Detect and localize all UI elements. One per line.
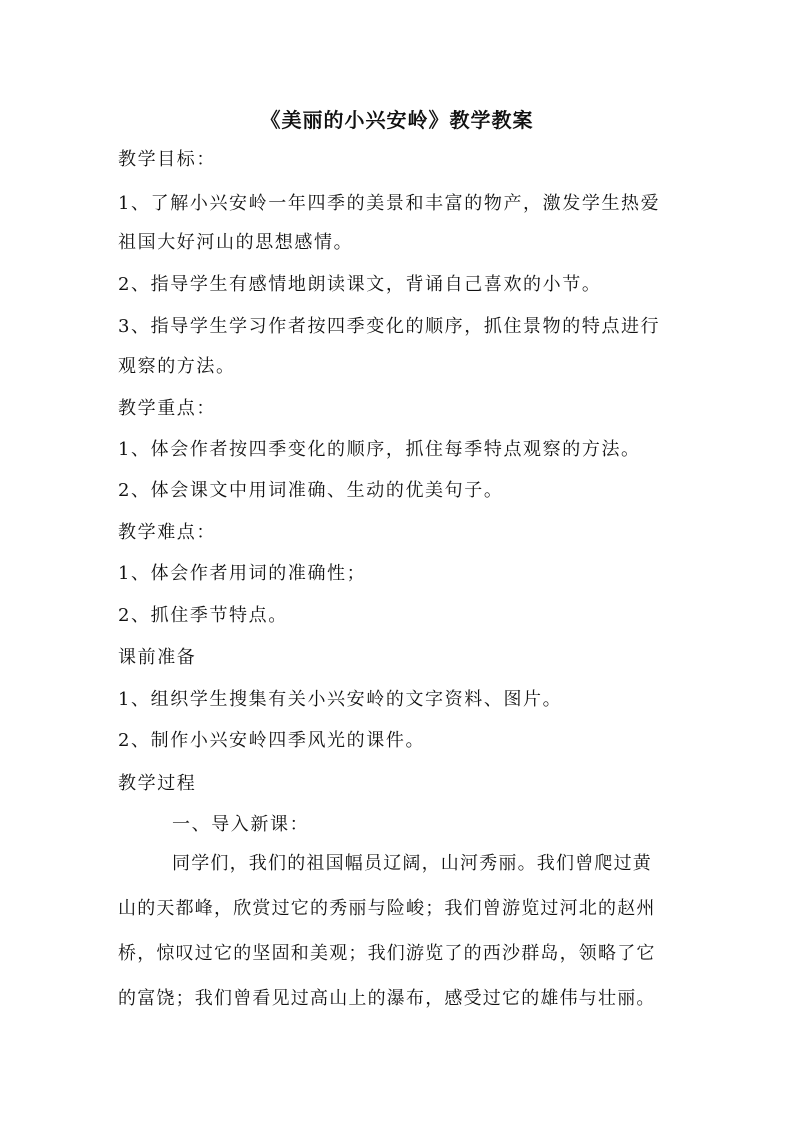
goal-line-1-continued: 祖国大好河山的思想感情。 [118,232,354,253]
intro-paragraph-line: 的富饶；我们曾看见过高山上的瀑布，感受过它的雄伟与壮丽。 [118,988,656,1009]
key-point-2: 2、体会课文中用词准确、生动的优美句子。 [118,480,504,501]
difficulty-1: 1、体会作者用词的准确性； [118,563,367,584]
difficulties-heading: 教学难点： [118,522,216,543]
process-heading: 教学过程 [118,773,197,794]
goals-heading: 教学目标： [118,149,216,170]
goal-line-3-continued: 观察的方法。 [118,356,236,377]
intro-paragraph [118,852,678,1032]
intro-paragraph-line: 同学们，我们的祖国幅员辽阔，山河秀丽。我们曾爬过黄 [172,853,652,874]
preparation-heading: 课前准备 [118,647,197,668]
preparation-item-1: 1、组织学生搜集有关小兴安岭的文字资料、图片。 [118,689,563,710]
intro-paragraph-line: 桥，惊叹过它的坚固和美观；我们游览了的西沙群岛，领略了它 [118,943,656,964]
goal-line-1: 1、了解小兴安岭一年四季的美景和丰富的物产，激发学生热爱 [118,193,661,214]
goal-line-3: 3、指导学生学习作者按四季变化的顺序，抓住景物的特点进行 [118,316,661,337]
preparation-item-2: 2、制作小兴安岭四季风光的课件。 [118,730,426,751]
goal-line-2: 2、指导学生有感情地朗读课文，背诵自己喜欢的小节。 [118,274,602,295]
intro-paragraph-line: 山的天都峰，欣赏过它的秀丽与险峻；我们曾游览过河北的赵州 [118,898,656,919]
document-title: 《美丽的小兴安岭》教学教案 [260,108,534,132]
key-point-1: 1、体会作者按四季变化的顺序，抓住每季特点观察的方法。 [118,439,641,460]
section-one-heading: 一、导入新课： [172,814,310,835]
difficulty-2: 2、抓住季节特点。 [118,605,288,626]
key-points-heading: 教学重点： [118,398,216,419]
